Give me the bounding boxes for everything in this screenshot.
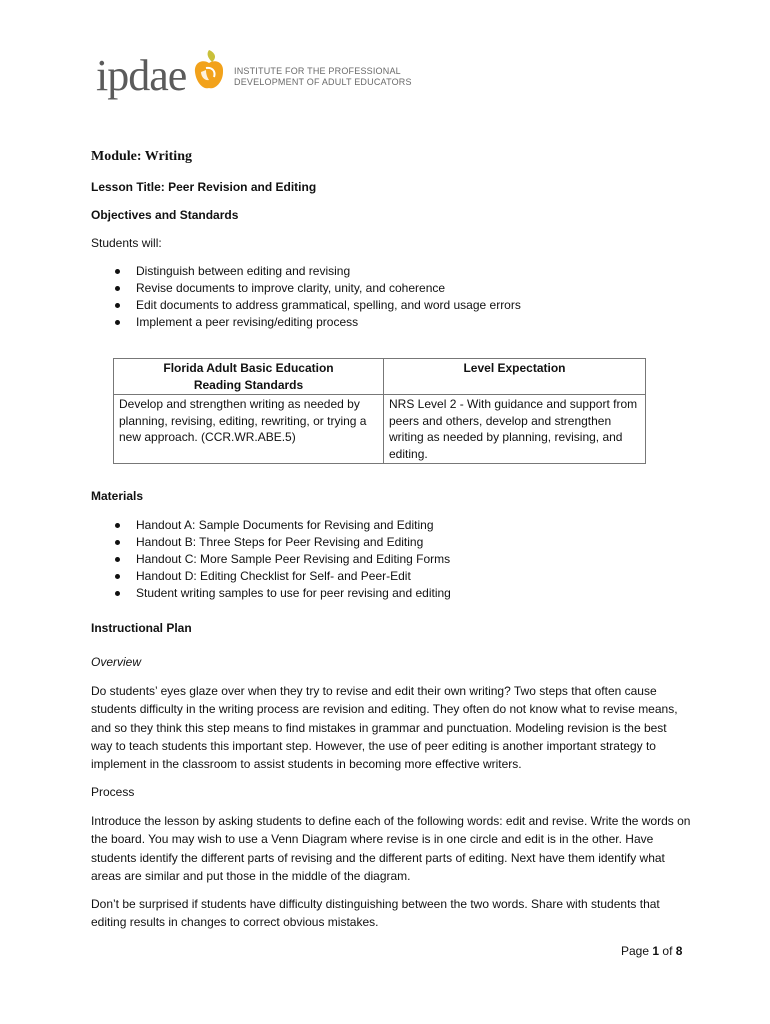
level-column-header: Level Expectation <box>384 359 646 395</box>
materials-heading: Materials <box>91 489 144 503</box>
list-item: Distinguish between editing and revising <box>112 263 521 280</box>
instructional-plan-heading: Instructional Plan <box>91 621 192 635</box>
level-cell: NRS Level 2 - With guidance and support from peers and others, develop and strengthen writing as needed by planning, revising, and editing. <box>384 395 646 464</box>
process-heading: Process <box>91 785 135 799</box>
list-item: Implement a peer revising/editing process <box>112 314 521 331</box>
objectives-list <box>112 263 521 331</box>
list-item: Handout B: Three Steps for Peer Revising and Editing <box>112 534 451 551</box>
students-will-label: Students will: <box>91 236 162 250</box>
list-item: Student writing samples to use for peer revising and editing <box>112 585 451 602</box>
process-paragraph-1: Introduce the lesson by asking students to define each of the following words: edit and revise. Write the words on the board. You may wish to use a Venn Diagram where revise is in one circle and edit is in the other. Have students identify the different parts of revising and the different parts of editing. Next have them identify what areas are similar and put those in the middle of the diagram. <box>91 814 691 883</box>
list-item: Handout A: Sample Documents for Revising and Editing <box>112 517 451 534</box>
list-item: Handout D: Editing Checklist for Self- and Peer-Edit <box>112 568 451 585</box>
lesson-title: Lesson Title: Peer Revision and Editing <box>91 180 317 194</box>
materials-list <box>112 517 451 602</box>
page-total: 8 <box>675 944 683 958</box>
logo-wordmark: ipdae <box>96 51 187 100</box>
standards-column-header <box>114 359 384 395</box>
page-label: Page <box>621 944 650 958</box>
list-item: Revise documents to improve clarity, unity, and coherence <box>112 280 521 297</box>
standards-table <box>113 358 646 464</box>
overview-heading: Overview <box>91 655 142 669</box>
page-current: 1 <box>652 944 660 958</box>
logo-caption-line-2: DEVELOPMENT OF ADULT EDUCATORS <box>234 77 412 87</box>
list-item: Handout C: More Sample Peer Revising and Editing Forms <box>112 551 451 568</box>
table-header-row <box>114 359 646 395</box>
overview-paragraph: Do students’ eyes glaze over when they try to revise and edit their own writing? Two steps that often cause students difficulty in the writing process are revision and editing. They often do not know what to revise means, and so they think this step means to find mistakes in grammar and punctuation. Modeling revision is the best way to teach students this important step. However, the use of peer editing is another important strategy to implement in the classroom to assist students in becoming more effective writers. <box>91 684 678 772</box>
table-row <box>114 395 646 464</box>
objectives-heading: Objectives and Standards <box>91 208 239 222</box>
apple-leaf-icon <box>192 48 226 94</box>
logo-caption <box>234 66 412 88</box>
page-of-label: of <box>662 944 673 958</box>
list-item: Edit documents to address grammatical, spelling, and word usage errors <box>112 297 521 314</box>
standard-cell: Develop and strengthen writing as needed by planning, revising, editing, rewriting, or trying a new approach. (CCR.WR.ABE.5) <box>114 395 384 464</box>
standards-header-line-1: Florida Adult Basic Education <box>163 361 334 375</box>
logo-caption-line-1: INSTITUTE FOR THE PROFESSIONAL <box>234 66 401 76</box>
page-number <box>621 944 682 958</box>
standards-header-line-2: Reading Standards <box>193 377 304 392</box>
module-title: Module: Writing <box>91 149 192 164</box>
process-paragraph-2: Don’t be surprised if students have difficulty distinguishing between the two words. Share with students that editing results in changes to correct obvious mistakes. <box>91 897 660 930</box>
